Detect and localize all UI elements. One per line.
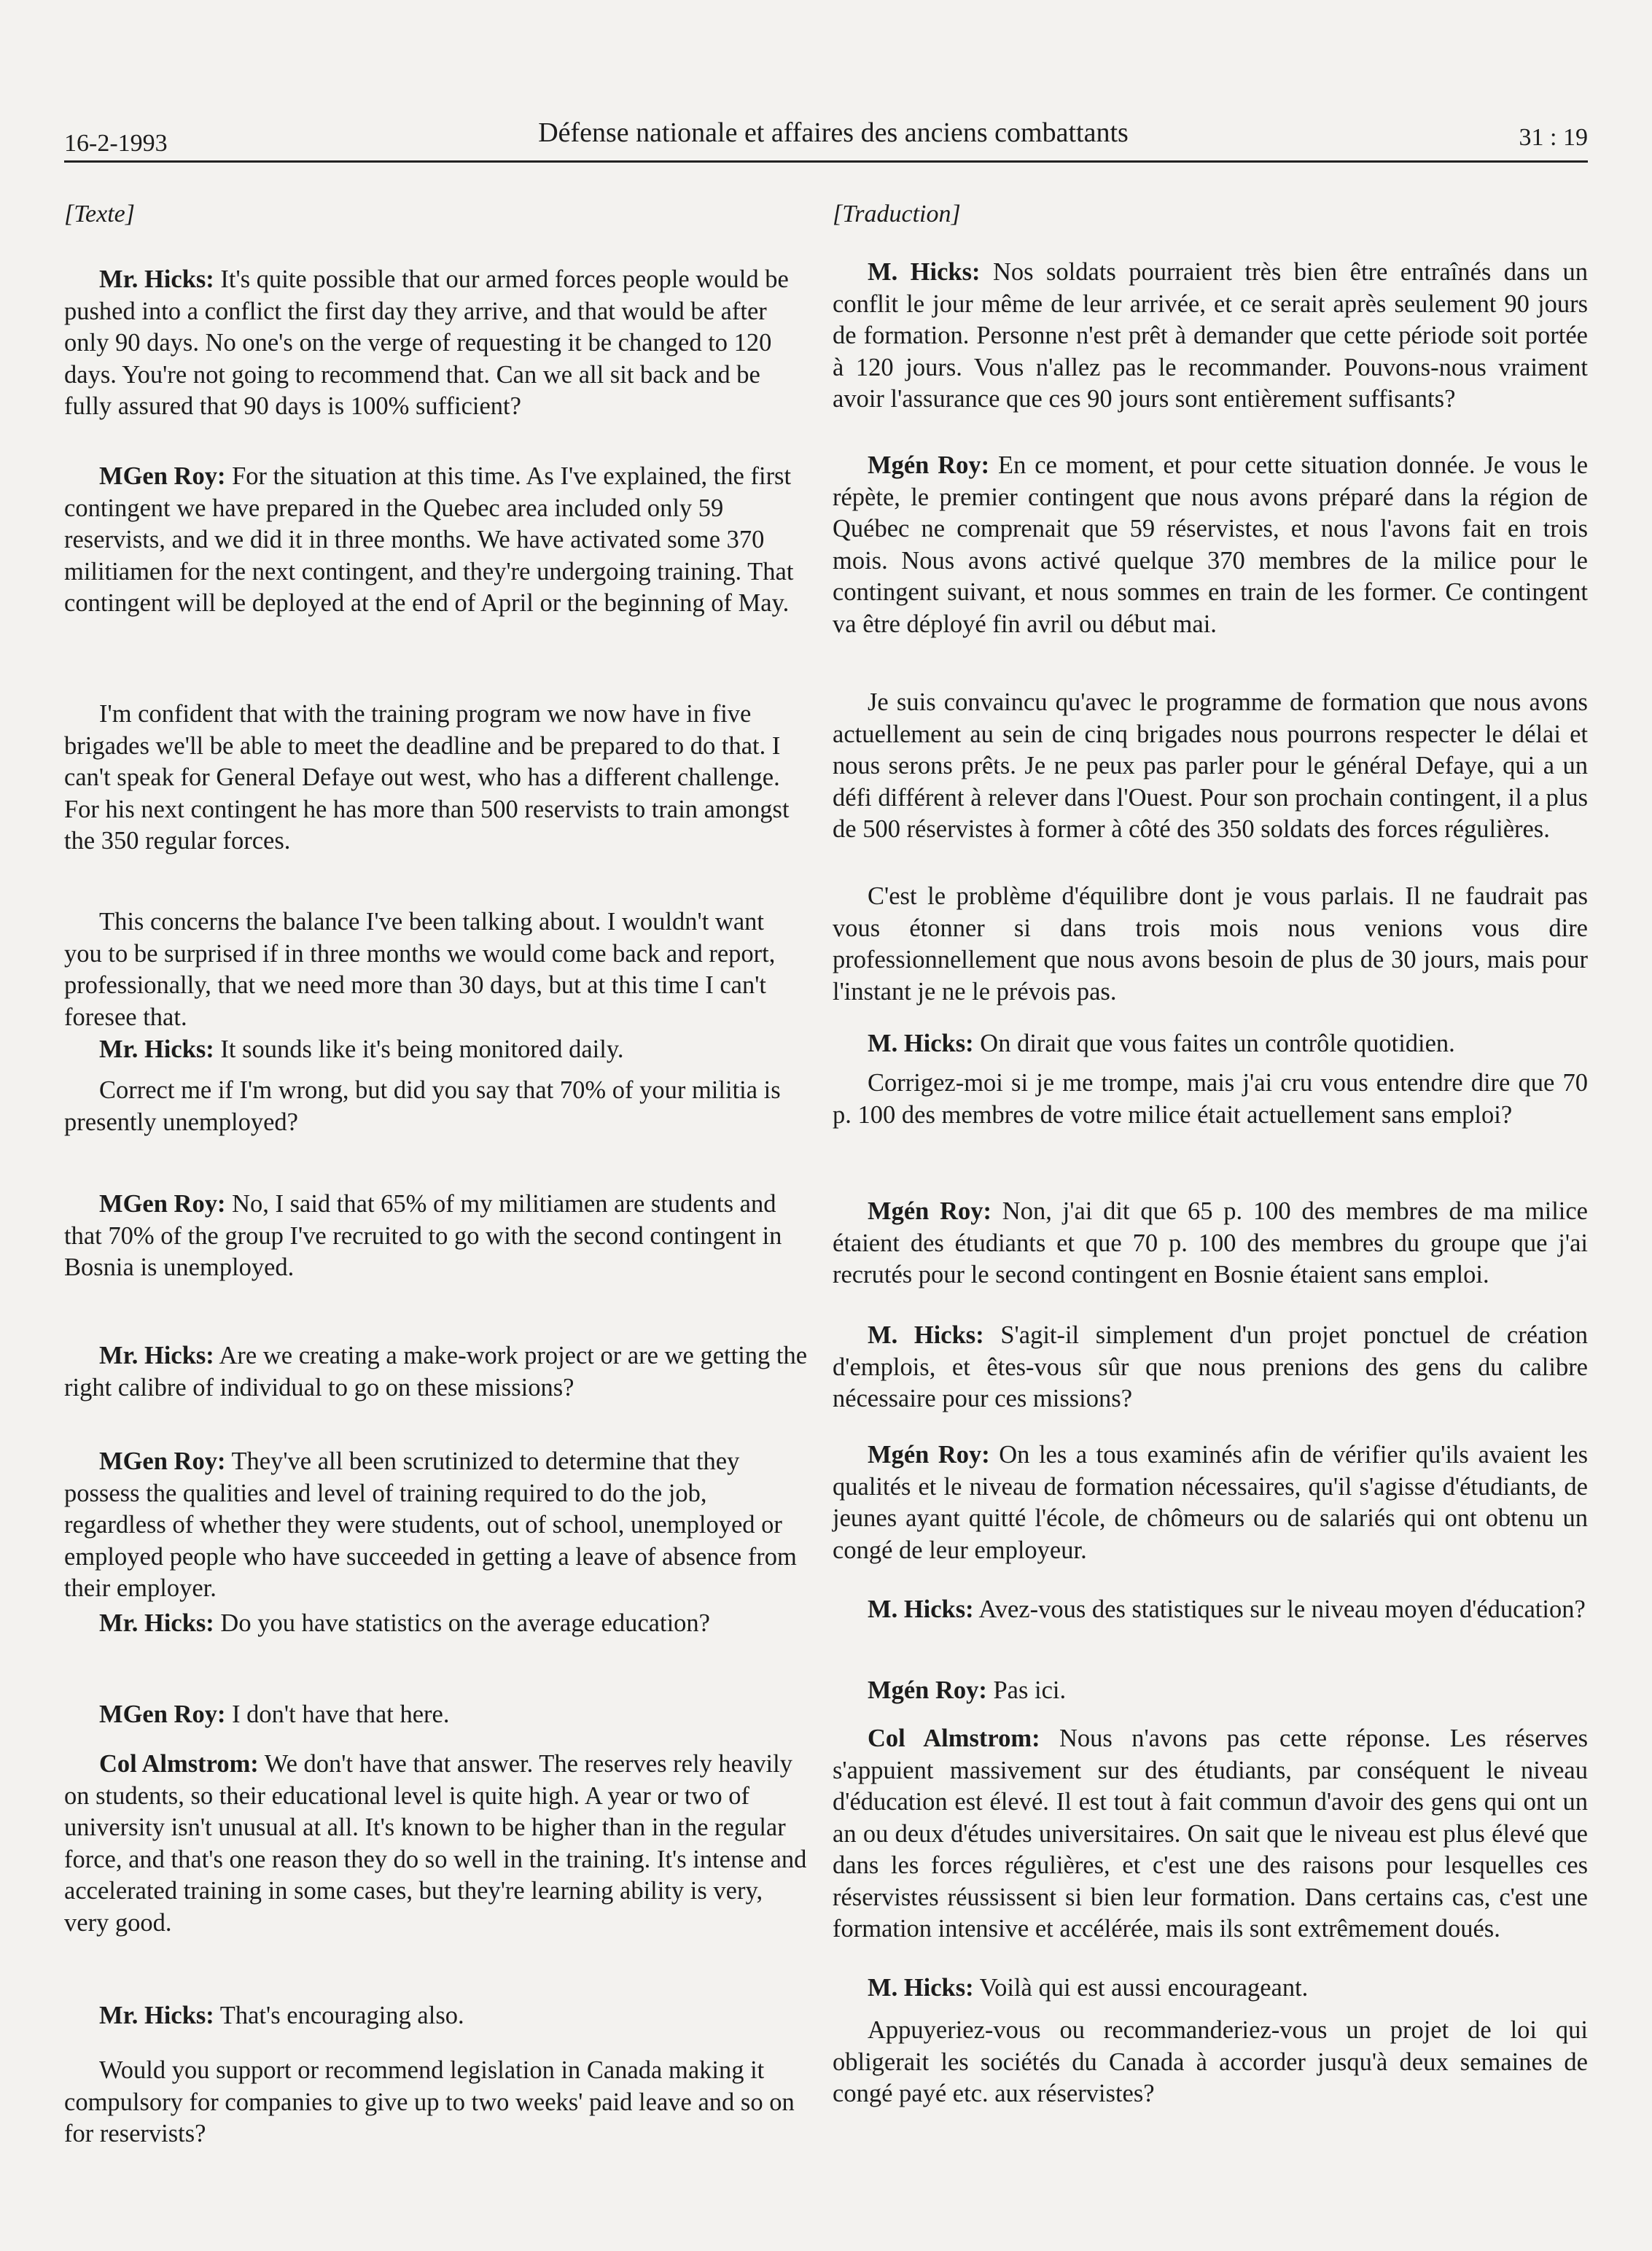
left-column-english [64, 197, 808, 2147]
paragraph-text: This concerns the balance I've been talking about. I wouldn't want you to be surprised if in three months we would come back and report, professionally, that we need more than 30 days, but at this time I can't foresee that. [64, 908, 776, 1031]
page-header [64, 117, 1588, 163]
speaker-name: Mgén Roy: [868, 1676, 987, 1704]
transcript-paragraph [833, 1723, 1588, 1945]
paragraph-text: Voilà qui est aussi encourageant. [973, 1974, 1309, 2002]
transcript-paragraph [64, 1608, 808, 1640]
paragraph-text: Pas ici. [986, 1676, 1067, 1704]
speaker-name: Mr. Hicks: [99, 2002, 214, 2029]
transcript-paragraph [64, 1340, 808, 1404]
transcript-paragraph [833, 450, 1588, 640]
transcript-paragraph [833, 881, 1588, 1008]
transcript-paragraph [64, 264, 808, 423]
transcript-paragraph [833, 1028, 1588, 1060]
speaker-name: M. Hicks: [868, 1321, 984, 1349]
paragraph-text: En ce moment, et pour cette situation donnée. Je vous le répète, le premier contingent que nous avons préparé dans la région de Québec ne comprenait que 59 réservistes, et nous l'avons fait en trois mois. Nous avons activé quelque 370 membres de la milice pour le contingent suivant, et nous sommes en train de les former. Ce contingent va être déployé fin avril ou début mai. [833, 451, 1589, 638]
paragraph-text: Corrigez-moi si je me trompe, mais j'ai cru vous entendre dire que 70 p. 100 des membres de votre milice était actuellement sans emploi? [833, 1069, 1588, 1129]
transcript-paragraph [833, 257, 1588, 416]
transcript-paragraph [64, 1749, 808, 1939]
header-title: Défense nationale et affaires des anciens combattants [538, 117, 1129, 148]
paragraph-text: Non, j'ai dit que 65 p. 100 des membres de ma milice étaient des étudiants et que 70 p. 100 des membres du groupe que j'ai recrutés pour le second contingent en Bosnie étaient sans emploi. [833, 1197, 1588, 1288]
transcript-paragraph [64, 906, 808, 1033]
paragraph-text: That's encouraging also. [214, 2002, 464, 2029]
paragraph-text: C'est le problème d'équilibre dont je vous parlais. Il ne faudrait pas vous étonner si dans trois mois nous venions vous dire professionnellement que nous avons besoin de plus de 30 jours, mais pour l'instant je ne le prévois pas. [833, 882, 1588, 1006]
paragraph-text: S'agit-il simplement d'un projet ponctuel de création d'emplois, et êtes-vous sûr que nous prenions des gens du calibre nécessaire pour ces missions? [833, 1321, 1588, 1412]
speaker-name: MGen Roy: [99, 1447, 226, 1475]
paragraph-text: Je suis convaincu qu'avec le programme de formation que nous avons actuellement au sein de cinq brigades nous pourrons respecter le délai et nous serons prêts. Je ne peux pas parler pour le général Defaye, qui a un défi différent à relever dans l'Ouest. Pour son prochain contingent, il a plus de 500 réservistes à former à côté des 350 soldats des forces régulières. [833, 688, 1588, 843]
transcript-paragraph [64, 1075, 808, 1138]
speaker-name: Col Almstrom: [868, 1725, 1040, 1752]
transcript-paragraph [64, 1699, 808, 1731]
header-date: 16-2-1993 [64, 130, 168, 157]
speaker-name: Mgén Roy: [868, 451, 990, 479]
speaker-name: Mr. Hicks: [99, 265, 214, 293]
paragraph-text: We don't have that answer. The reserves rely heavily on students, so their educational level is quite high. A year or two of university isn't unusual at all. It's known to be higher than in the regular force, and that's one reason they do so well in the training. It's intense and accelerated training in some cases, but they're learning ability is very, very good. [64, 1750, 807, 1937]
section-marker: [Texte] [64, 201, 135, 228]
paragraph-text: On les a tous examinés afin de vérifier qu'ils avaient les qualités et le niveau de formation nécessaires, qu'il s'agisse d'étudiants, de jeunes ayant quitté l'école, de chômeurs ou de salariés qui ont obtenu un congé de leur employeur. [833, 1441, 1589, 1564]
paragraph-text: It sounds like it's being monitored daily. [214, 1035, 624, 1063]
speaker-name: M. Hicks: [868, 1974, 974, 2002]
transcript-paragraph [64, 1189, 808, 1284]
paragraph-text: Nous n'avons pas cette réponse. Les réserves s'appuient massivement sur des étudiants, par conséquent le niveau d'éducation est élevé. Il est tout à fait commun d'avoir des gens qui ont un an ou deux d'études universitaires. On sait que le niveau est plus élevé que dans les forces régulières, et c'est une des raisons pour lesquelles ces réservistes réussissent si bien leur formation. Dans certains cas, c'est une formation intensive et accélérée, mais ils sont extrêmement doués. [833, 1725, 1589, 1943]
paragraph-text: Appuyeriez-vous ou recommanderiez-vous un projet de loi qui obligerait les sociétés du Canada à accorder jusqu'à deux semaines de congé payé etc. aux réservistes? [833, 2016, 1588, 2107]
paragraph-text: Would you support or recommend legislation in Canada making it compulsory for companies to give up to two weeks' paid leave and so on for reservists? [64, 2056, 795, 2147]
paragraph-text: Correct me if I'm wrong, but did you say that 70% of your militia is presently unemployed? [64, 1076, 781, 1136]
transcript-paragraph [64, 699, 808, 858]
paragraph-text: No, I said that 65% of my militiamen are students and that 70% of the group I've recruited to go with the second contingent in Bosnia is unemployed. [64, 1190, 782, 1281]
speaker-name: Mr. Hicks: [99, 1609, 214, 1637]
speaker-name: Mgén Roy: [868, 1441, 990, 1469]
speaker-name: MGen Roy: [99, 1700, 226, 1728]
paragraph-text: I'm confident that with the training program we now have in five brigades we'll be able to meet the deadline and be prepared to do that. I can't speak for General Defaye out west, who has a different challenge. For his next contingent he has more than 500 reservists to train amongst the 350 regular forces. [64, 700, 790, 855]
paragraph-text: For the situation at this time. As I've explained, the first contingent we have prepared in the Quebec area included only 59 reservists, and we did it in three months. We have activated some 370 militiamen for the next contingent, and they're undergoing training. That contingent will be deployed at the end of April or the beginning of May. [64, 462, 794, 617]
speaker-name: Mgén Roy: [868, 1197, 992, 1225]
paragraph-text: Avez-vous des statistiques sur le niveau moyen d'éducation? [973, 1595, 1586, 1623]
section-marker: [Traduction] [833, 201, 961, 228]
transcript-paragraph [833, 1675, 1588, 1707]
transcript-paragraph [833, 1320, 1588, 1415]
paragraph-text: They've all been scrutinized to determine that they possess the qualities and level of training required to do the job, regardless of whether they were students, out of school, unemployed or employed people who have succeeded in getting a leave of absence from their employer. [64, 1447, 797, 1602]
speaker-name: MGen Roy: [99, 1190, 226, 1218]
speaker-name: M. Hicks: [868, 1595, 974, 1623]
paragraph-text: I don't have that here. [225, 1700, 450, 1728]
paragraph-text: Do you have statistics on the average education? [214, 1609, 710, 1637]
speaker-name: MGen Roy: [99, 462, 226, 490]
speaker-name: M. Hicks: [868, 1030, 974, 1057]
speaker-name: Mr. Hicks: [99, 1035, 214, 1063]
header-page-number: 31 : 19 [1519, 124, 1588, 151]
transcript-paragraph [64, 2000, 808, 2032]
transcript-paragraph [64, 1446, 808, 1605]
speaker-name: Col Almstrom: [99, 1750, 259, 1778]
paragraph-text: Are we creating a make-work project or are we getting the right calibre of individual to go on these missions? [64, 1342, 808, 1401]
speaker-name: Mr. Hicks: [99, 1342, 214, 1369]
speaker-name: M. Hicks: [868, 258, 981, 286]
transcript-paragraph [833, 1594, 1588, 1626]
transcript-paragraph [64, 461, 808, 620]
transcript-paragraph [833, 2015, 1588, 2110]
right-column-french [833, 197, 1589, 2107]
paragraph-text: Nos soldats pourraient très bien être entraînés dans un conflit le jour même de leur arrivée, et ce serait après seulement 90 jours de formation. Personne n'est prêt à demander que cette période soit portée à 120 jours. Vous n'allez pas le recommander. Pouvons-nous vraiment avoir l'assurance que ces 90 jours sont entièrement suffisants? [833, 258, 1588, 413]
transcript-paragraph [833, 1068, 1588, 1131]
transcript-paragraph [833, 687, 1588, 846]
paragraph-text: On dirait que vous faites un contrôle quotidien. [973, 1030, 1455, 1057]
paragraph-text: It's quite possible that our armed forces people would be pushed into a conflict the first day they arrive, and that would be after only 90 days. No one's on the verge of requesting it be changed to 120 days. You're not going to recommend that. Can we all sit back and be fully assured that 90 days is 100% sufficient? [64, 265, 789, 420]
transcript-paragraph [833, 1196, 1588, 1291]
transcript-paragraph [64, 1034, 808, 1066]
transcript-paragraph [64, 2055, 808, 2150]
transcript-paragraph [833, 1439, 1588, 1566]
transcript-paragraph [833, 1972, 1588, 2005]
